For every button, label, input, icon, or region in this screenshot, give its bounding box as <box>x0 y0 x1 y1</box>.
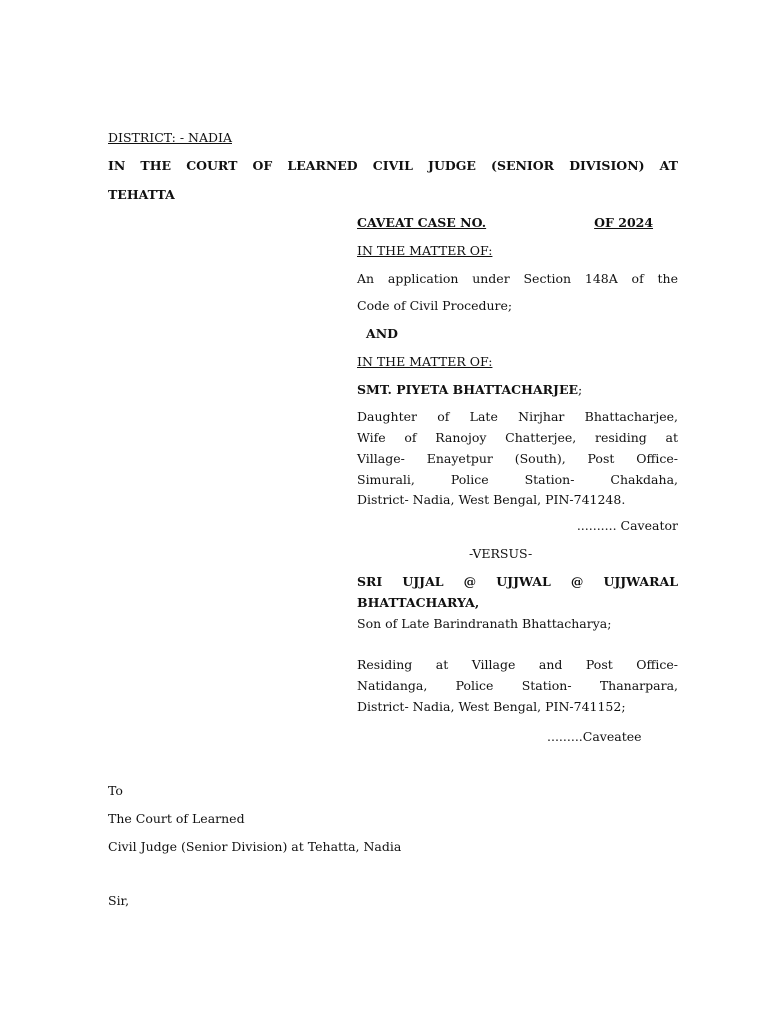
caveator-name: SMT. PIYETA BHATTACHARJEE <box>357 382 579 397</box>
addressee-to: To <box>108 783 123 798</box>
matter-heading-1: IN THE MATTER OF: <box>357 243 493 258</box>
caveatee-role: .........Caveatee <box>547 729 642 744</box>
caveat-case-label: CAVEAT CASE NO. <box>357 215 487 230</box>
caveator-name-suffix: ; <box>578 382 583 397</box>
caveatee-address-line: Natidanga, Police Station- Thanarpara, <box>357 678 678 693</box>
addressee-line1: The Court of Learned <box>108 811 245 826</box>
caveator-address-line: Daughter of Late Nirjhar Bhattacharjee, <box>357 409 678 424</box>
and-separator: AND <box>366 326 398 341</box>
caveat-case-number <box>357 213 653 233</box>
caveatee-name-line1: SRI UJJAL @ UJJWAL @ UJJWARAL <box>357 574 678 589</box>
district-heading: DISTRICT: - NADIA <box>108 130 232 145</box>
addressee-line2: Civil Judge (Senior Division) at Tehatta, Nadia <box>108 839 402 854</box>
caveator-name-line <box>357 380 582 400</box>
salutation: Sir, <box>108 893 130 908</box>
matter-heading-2: IN THE MATTER OF: <box>357 354 493 369</box>
caveatee-address-line: District- Nadia, West Bengal, PIN-741152; <box>357 699 626 714</box>
versus-separator: -VERSUS- <box>469 546 533 561</box>
application-line-2: Code of Civil Procedure; <box>357 298 513 313</box>
caveator-address-line: District- Nadia, West Bengal, PIN-741248. <box>357 492 626 507</box>
caveator-role: .......... Caveator <box>576 518 678 533</box>
caveatee-address-line: Residing at Village and Post Office- <box>357 657 678 672</box>
application-line-1: An application under Section 148A of the <box>357 271 678 286</box>
caveator-address-line: Village- Enayetpur (South), Post Office- <box>357 451 678 466</box>
court-heading-line2: TEHATTA <box>108 187 175 202</box>
court-heading-line1: IN THE COURT OF LEARNED CIVIL JUDGE (SENIOR DIVISION) AT <box>108 158 678 173</box>
caveator-address-line: Wife of Ranojoy Chatterjee, residing at <box>357 430 678 445</box>
caveatee-parentage: Son of Late Barindranath Bhattacharya; <box>357 616 612 631</box>
caveat-case-year: OF 2024 <box>594 215 654 230</box>
caveator-address-line: Simurali, Police Station- Chakdaha, <box>357 472 678 487</box>
caveatee-name-line2: BHATTACHARYA, <box>357 595 480 610</box>
